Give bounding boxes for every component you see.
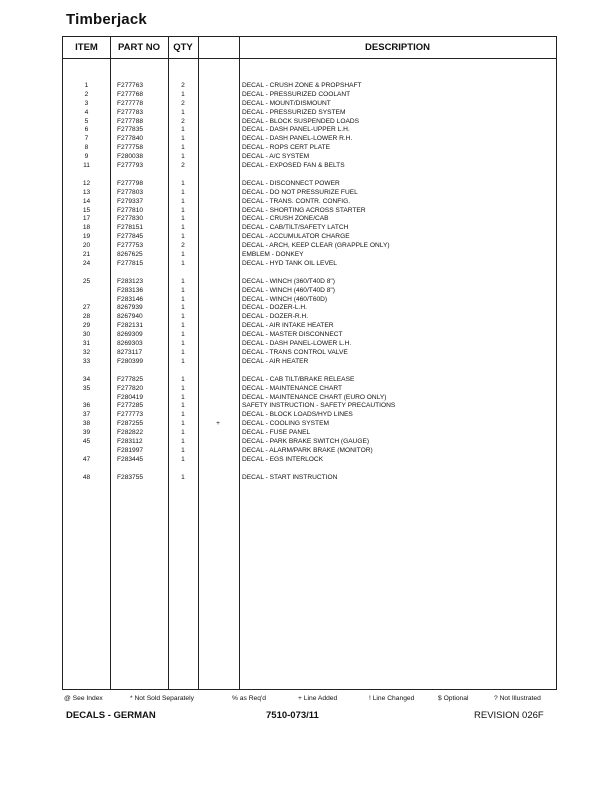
item-cell: 18 — [82, 224, 91, 232]
description-cell: DECAL - CRUSH ZONE & PROPSHAFT — [242, 82, 362, 89]
qty-cell: 1 — [181, 179, 185, 187]
description-cell: DECAL - PRESSURIZED COOLANT — [242, 90, 351, 98]
description-cell: DECAL - SHORTING ACROSS STARTER — [242, 206, 366, 214]
table-row — [63, 118, 556, 127]
description-cell: DECAL - DASH PANEL-LOWER L.H. — [242, 340, 352, 348]
qty-cell: 1 — [181, 411, 185, 419]
item-cell: 19 — [82, 233, 91, 241]
part-number-cell: F277768 — [117, 90, 144, 98]
item-cell: 36 — [82, 402, 91, 410]
qty-cell: 1 — [181, 357, 185, 365]
table-row — [63, 402, 556, 411]
description-cell: DECAL - DOZER-R.H. — [242, 313, 309, 321]
legend-not-sold: * Not Sold Separately — [130, 695, 194, 702]
qty-cell: 2 — [181, 99, 185, 107]
item-cell: 47 — [82, 455, 91, 463]
description-cell: DECAL - ROPS CERT PLATE — [242, 144, 331, 152]
table-row — [63, 153, 556, 162]
qty-cell: 1 — [181, 233, 185, 241]
qty-cell: 1 — [181, 331, 185, 339]
qty-cell: 1 — [181, 393, 185, 401]
part-number-cell: 8273117 — [117, 348, 143, 356]
part-number-cell: 8269309 — [117, 331, 143, 339]
qty-cell: 1 — [181, 259, 185, 267]
description-cell: DECAL - BLOCK LOADS/HYD LINES — [242, 411, 353, 419]
description-cell: DECAL - EXPOSED FAN & BELTS — [242, 162, 345, 170]
table-row — [63, 126, 556, 135]
qty-cell: 1 — [181, 322, 185, 330]
description-cell: DECAL - COOLING SYSTEM — [242, 420, 329, 428]
qty-cell: 1 — [181, 420, 185, 428]
table-row — [63, 322, 556, 331]
qty-cell: 1 — [181, 446, 185, 454]
part-number-cell: F277798 — [117, 179, 144, 187]
item-cell: 9 — [84, 153, 89, 161]
description-cell: DECAL - WINCH (460/T40D 8") — [242, 286, 335, 294]
qty-cell: 1 — [181, 384, 185, 392]
legend-see-index: @ See Index — [64, 695, 103, 702]
table-row — [63, 429, 556, 438]
part-number-cell: F282822 — [117, 429, 144, 437]
item-cell: 20 — [82, 242, 91, 250]
header-part-no: PART NO — [117, 42, 161, 53]
qty-cell: 2 — [181, 242, 185, 250]
table-row — [63, 340, 556, 349]
item-cell: 34 — [82, 375, 91, 383]
description-cell: DECAL - MAINTENANCE CHART — [242, 384, 343, 392]
part-number-cell: F277830 — [117, 215, 144, 223]
item-cell: 33 — [82, 357, 91, 365]
qty-cell: 1 — [181, 224, 185, 232]
qty-cell: 2 — [181, 162, 185, 170]
table-row — [63, 420, 556, 429]
table-row — [63, 287, 556, 296]
table-row — [63, 385, 556, 394]
item-cell: 38 — [82, 420, 91, 428]
item-cell: 25 — [82, 277, 91, 285]
part-number-cell: F281997 — [117, 446, 144, 454]
qty-cell: 1 — [181, 340, 185, 348]
table-row — [63, 296, 556, 305]
part-number-cell: F283445 — [117, 455, 144, 463]
item-cell: 48 — [82, 473, 91, 481]
item-cell: 12 — [82, 179, 91, 187]
item-cell: 13 — [82, 188, 91, 196]
qty-cell: 1 — [181, 135, 185, 143]
part-number-cell: F283112 — [117, 437, 143, 445]
description-cell: DECAL - CAB TILT/BRAKE RELEASE — [242, 375, 355, 383]
item-cell: 45 — [82, 437, 91, 445]
change-mark: + — [216, 420, 220, 428]
part-number-cell: F277803 — [117, 188, 144, 196]
qty-cell: 1 — [181, 215, 185, 223]
footer-revision: REVISION 026F — [474, 710, 544, 721]
part-number-cell: F278151 — [117, 224, 144, 232]
parts-table — [62, 36, 557, 690]
part-number-cell: 8267939 — [117, 304, 143, 312]
legend-not-illustrated: ? Not Illustrated — [494, 695, 541, 702]
qty-cell: 2 — [181, 82, 185, 89]
description-cell: DECAL - EGS INTERLOCK — [242, 455, 324, 463]
table-row — [63, 233, 556, 242]
part-number-cell: F283136 — [117, 286, 144, 294]
table-row — [63, 411, 556, 420]
qty-cell: 1 — [181, 206, 185, 214]
qty-cell: 1 — [181, 437, 185, 445]
header-item: ITEM — [75, 42, 98, 53]
item-cell: 4 — [84, 108, 89, 116]
table-header — [63, 37, 556, 59]
table-row — [63, 278, 556, 287]
table-row — [63, 224, 556, 233]
description-cell: DECAL - AIR HEATER — [242, 357, 309, 365]
description-cell: DECAL - CRUSH ZONE/CAB — [242, 215, 329, 223]
part-number-cell: F279337 — [117, 197, 144, 205]
table-row — [63, 313, 556, 322]
item-cell: 30 — [82, 331, 91, 339]
part-number-cell: F277845 — [117, 233, 144, 241]
item-cell: 15 — [82, 206, 91, 214]
description-cell: DECAL - A/C SYSTEM — [242, 153, 310, 161]
legend-line-added: + Line Added — [298, 695, 338, 702]
legend-line-changed: ! Line Changed — [369, 695, 415, 702]
table-row — [63, 358, 556, 367]
description-cell: DECAL - PRESSURIZED SYSTEM — [242, 108, 346, 116]
qty-cell: 1 — [181, 277, 185, 285]
description-cell: DECAL - ARCH, KEEP CLEAR (GRAPPLE ONLY) — [242, 242, 390, 250]
part-number-cell: F277815 — [117, 259, 144, 267]
table-row — [63, 109, 556, 118]
table-row — [63, 394, 556, 403]
table-row — [63, 331, 556, 340]
part-number-cell: F277788 — [117, 117, 144, 125]
item-cell: 21 — [82, 251, 91, 259]
item-cell: 1 — [84, 82, 89, 89]
item-cell: 11 — [83, 162, 90, 170]
item-cell: 7 — [84, 135, 89, 143]
item-cell: 2 — [84, 90, 89, 98]
part-number-cell: F277840 — [117, 135, 144, 143]
description-cell: DECAL - ALARM/PARK BRAKE (MONITOR) — [242, 446, 373, 454]
table-row — [63, 207, 556, 216]
description-cell: DECAL - START INSTRUCTION — [242, 473, 338, 481]
item-cell: 28 — [82, 313, 91, 321]
qty-cell: 1 — [181, 126, 185, 134]
qty-cell: 1 — [181, 108, 185, 116]
part-number-cell: F277820 — [117, 384, 144, 392]
part-number-cell: F282131 — [117, 322, 144, 330]
description-cell: DECAL - PARK BRAKE SWITCH (GAUGE) — [242, 437, 370, 445]
part-number-cell: 8269303 — [117, 340, 143, 348]
part-number-cell: F277758 — [117, 144, 144, 152]
table-row — [63, 447, 556, 456]
item-cell: 39 — [82, 429, 91, 437]
item-cell: 6 — [84, 126, 89, 134]
table-row — [63, 82, 556, 91]
item-cell: 5 — [84, 117, 89, 125]
description-cell: DECAL - AIR INTAKE HEATER — [242, 322, 334, 330]
table-row — [63, 100, 556, 109]
qty-cell: 1 — [181, 313, 185, 321]
qty-cell: 1 — [181, 295, 185, 303]
description-cell: DECAL - MOUNT/DISMOUNT — [242, 99, 331, 107]
item-cell: 8 — [84, 144, 89, 152]
description-cell: DECAL - DASH PANEL-LOWER R.H. — [242, 135, 353, 143]
part-number-cell: 8267940 — [117, 313, 143, 321]
part-number-cell: F277753 — [117, 242, 144, 250]
item-cell: 35 — [82, 384, 91, 392]
part-number-cell: F277810 — [117, 206, 144, 214]
qty-cell: 1 — [181, 473, 185, 481]
qty-cell: 1 — [181, 144, 185, 152]
table-body — [63, 82, 556, 483]
legend-optional: $ Optional — [438, 695, 469, 702]
part-number-cell: F277285 — [117, 402, 144, 410]
table-row — [63, 198, 556, 207]
item-cell: 24 — [82, 259, 91, 267]
part-number-cell: F277778 — [117, 99, 144, 107]
qty-cell: 2 — [181, 117, 185, 125]
qty-cell: 1 — [181, 251, 185, 259]
table-row — [63, 304, 556, 313]
item-cell: 3 — [84, 99, 89, 107]
table-row — [63, 376, 556, 385]
table-row — [63, 242, 556, 251]
description-cell: DECAL - ACCUMULATOR CHARGE — [242, 233, 350, 241]
brand-title: Timberjack — [66, 11, 147, 28]
table-row — [63, 189, 556, 198]
part-number-cell: F277835 — [117, 126, 144, 134]
table-row — [63, 144, 556, 153]
description-cell: DECAL - TRANS. CONTR. CONFIG. — [242, 197, 351, 205]
item-cell: 27 — [82, 304, 91, 312]
footer-page-number: 7510-073/11 — [266, 710, 319, 721]
table-row — [63, 456, 556, 465]
part-number-cell: F277763 — [117, 82, 144, 89]
qty-cell: 1 — [181, 197, 185, 205]
part-number-cell: F277793 — [117, 162, 144, 170]
description-cell: DECAL - MASTER DISCONNECT — [242, 331, 343, 339]
part-number-cell: F277783 — [117, 108, 144, 116]
table-row — [63, 260, 556, 269]
part-number-cell: F280038 — [117, 153, 144, 161]
table-row — [63, 215, 556, 224]
qty-cell: 1 — [181, 153, 185, 161]
description-cell: DECAL - DASH PANEL-UPPER L.H. — [242, 126, 350, 134]
description-cell: DECAL - BLOCK SUSPENDED LOADS — [242, 117, 360, 125]
item-cell: 32 — [82, 348, 91, 356]
part-number-cell: F277773 — [117, 411, 144, 419]
part-number-cell: 8267625 — [117, 251, 143, 259]
description-cell: DECAL - TRANS CONTROL VALVE — [242, 348, 348, 356]
qty-cell: 1 — [181, 90, 185, 98]
qty-cell: 1 — [181, 402, 185, 410]
table-row — [63, 162, 556, 171]
part-number-cell: F287255 — [117, 420, 144, 428]
qty-cell: 1 — [181, 304, 185, 312]
item-cell: 14 — [82, 197, 91, 205]
qty-cell: 1 — [181, 348, 185, 356]
item-cell: 37 — [82, 411, 91, 419]
table-row — [63, 91, 556, 100]
description-cell: SAFETY INSTRUCTION - SAFETY PRECAUTIONS — [242, 402, 396, 410]
header-qty: QTY — [173, 42, 193, 53]
table-row — [63, 349, 556, 358]
description-cell: DECAL - FUSE PANEL — [242, 429, 311, 437]
description-cell: DECAL - DOZER-L.H. — [242, 304, 307, 312]
qty-cell: 1 — [181, 375, 185, 383]
description-cell: DECAL - DO NOT PRESSURIZE FUEL — [242, 188, 358, 196]
description-cell: DECAL - HYD TANK OIL LEVEL — [242, 259, 337, 267]
description-cell: DECAL - CAB/TILT/SAFETY LATCH — [242, 224, 349, 232]
part-number-cell: F280399 — [117, 357, 144, 365]
part-number-cell: F280419 — [117, 393, 144, 401]
part-number-cell: F283123 — [117, 277, 144, 285]
part-number-cell: F283146 — [117, 295, 144, 303]
description-cell: DECAL - DISCONNECT POWER — [242, 179, 340, 187]
qty-cell: 1 — [181, 286, 185, 294]
item-cell: 17 — [82, 215, 91, 223]
part-number-cell: F277825 — [117, 375, 144, 383]
table-row — [63, 180, 556, 189]
header-description: DESCRIPTION — [365, 42, 430, 53]
table-row — [63, 474, 556, 483]
description-cell: DECAL - WINCH (360/T40D 8") — [242, 277, 335, 285]
qty-cell: 1 — [181, 429, 185, 437]
footer-section: DECALS - GERMAN — [66, 710, 156, 721]
part-number-cell: F283755 — [117, 473, 144, 481]
description-cell: DECAL - MAINTENANCE CHART (EURO ONLY) — [242, 393, 387, 401]
item-cell: 29 — [82, 322, 91, 330]
description-cell: DECAL - WINCH (460/T60D) — [242, 295, 328, 303]
table-row — [63, 251, 556, 260]
qty-cell: 1 — [181, 188, 185, 196]
qty-cell: 1 — [181, 455, 185, 463]
table-row — [63, 135, 556, 144]
legend-as-req: % as Req'd — [232, 695, 266, 702]
description-cell: EMBLEM - DONKEY — [242, 251, 304, 259]
item-cell: 31 — [82, 340, 91, 348]
table-row — [63, 438, 556, 447]
